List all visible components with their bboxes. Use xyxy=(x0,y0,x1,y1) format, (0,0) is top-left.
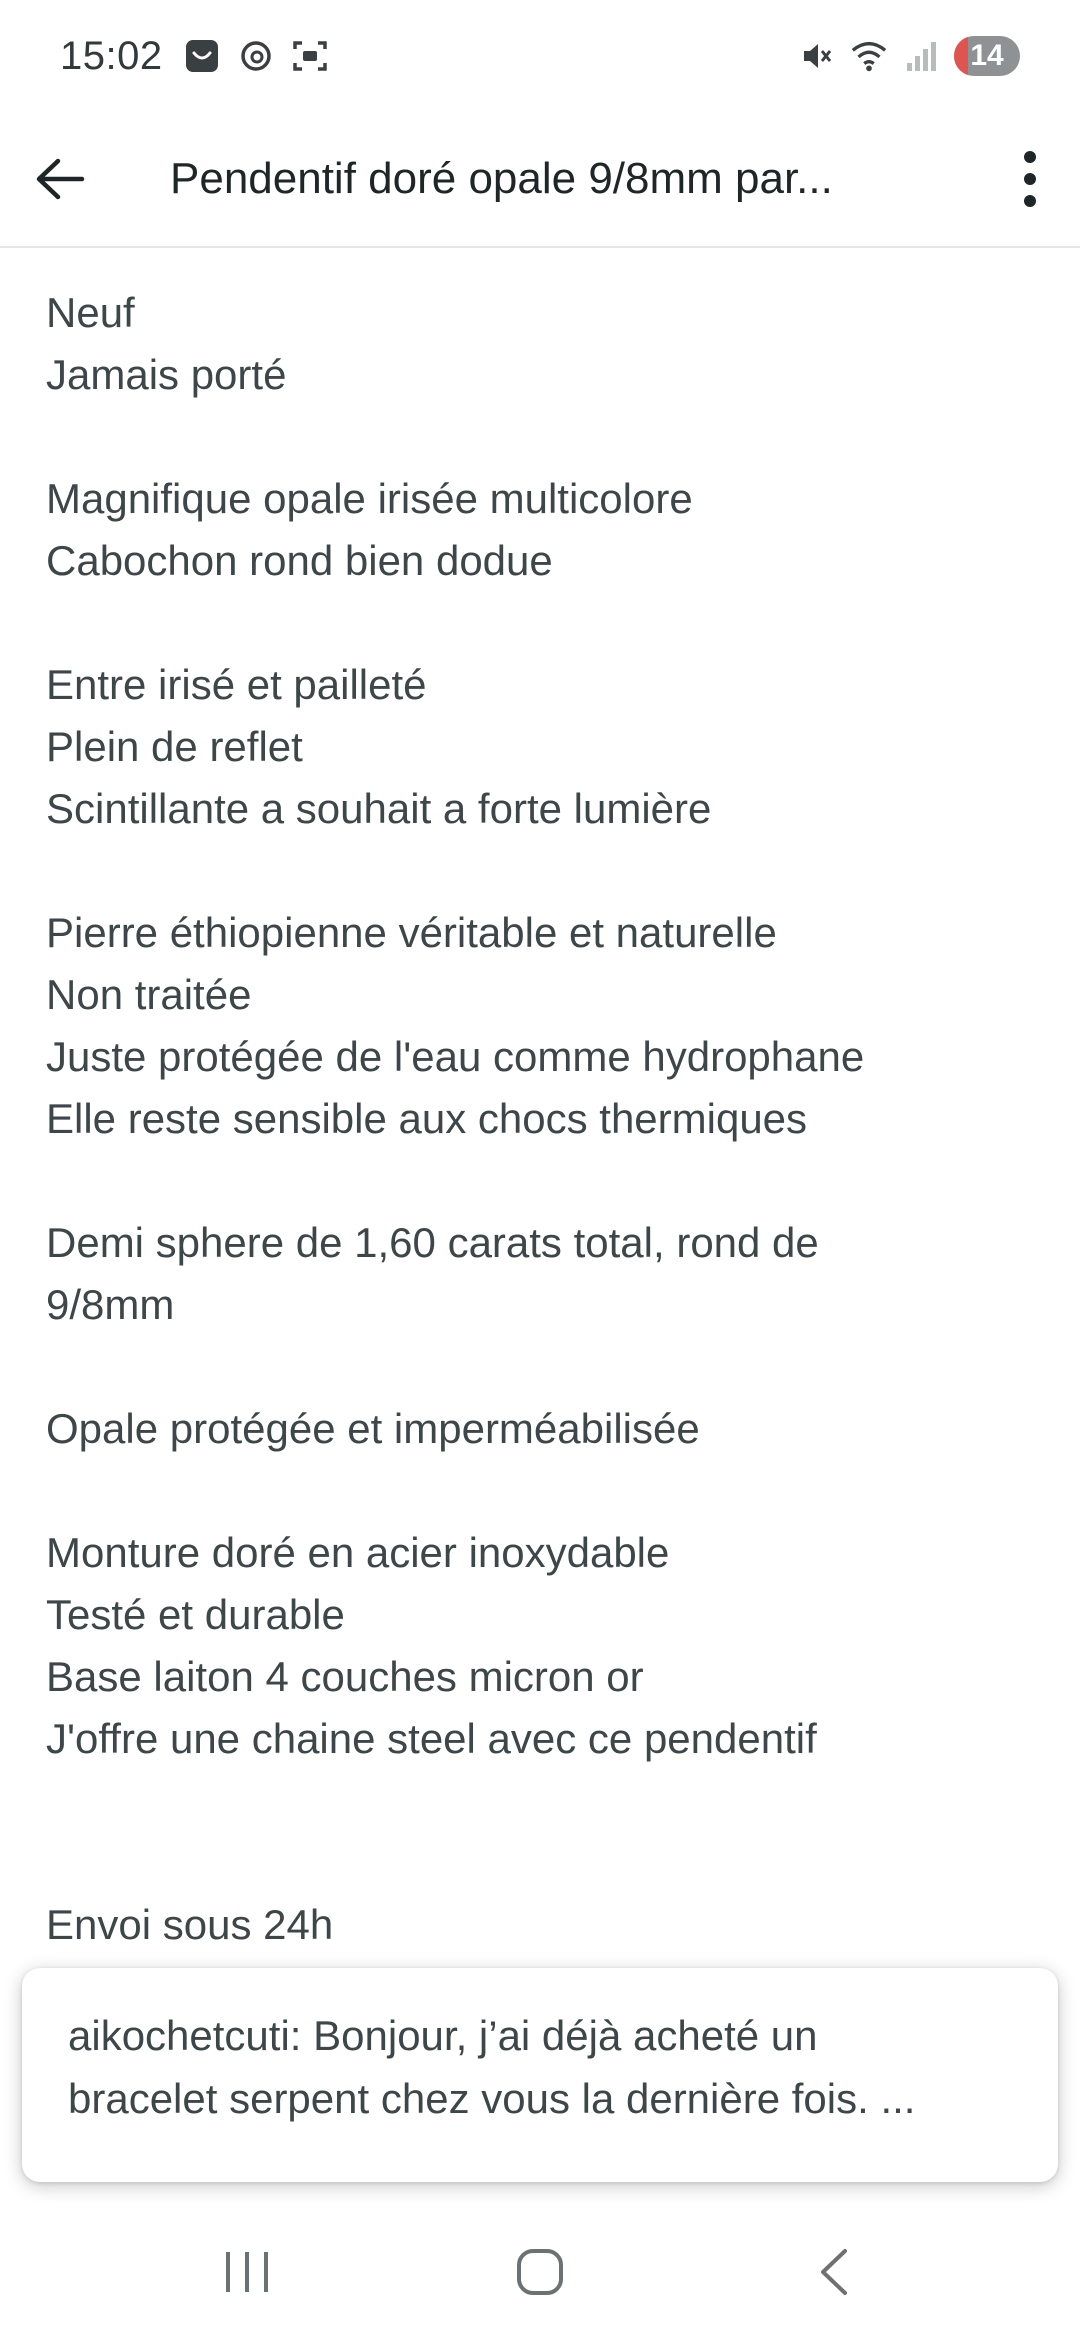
screenshot-icon xyxy=(291,37,329,75)
home-icon xyxy=(515,2247,565,2297)
item-description xyxy=(46,282,1036,1956)
description-line: Scintillante a souhait a forte lumière xyxy=(46,785,712,832)
threads-app-icon xyxy=(237,37,275,75)
recent-apps-icon xyxy=(222,2250,272,2294)
description-line: Magnifique opale irisée multicolore xyxy=(46,475,693,522)
notification-line: bracelet serpent chez vous la dernière fois. ... xyxy=(68,2075,916,2122)
description-line: Cabochon rond bien dodue xyxy=(46,537,553,584)
wifi-icon xyxy=(850,37,888,75)
description-line: Elle reste sensible aux chocs thermiques xyxy=(46,1095,808,1142)
more-options-button[interactable] xyxy=(980,111,1080,247)
description-line: Opale protégée et imperméabilisée xyxy=(46,1405,700,1452)
description-line: Testé et durable xyxy=(46,1591,345,1638)
app-bar xyxy=(0,112,1080,248)
description-line: Non traitée xyxy=(46,971,252,1018)
home-button[interactable] xyxy=(480,2222,600,2322)
description-line: Envoi sous 24h xyxy=(46,1901,334,1948)
page-title: Pendentif doré opale 9/8mm par... xyxy=(170,154,833,203)
description-line: Base laiton 4 couches micron or xyxy=(46,1653,644,1700)
description-line: J'offre une chaine steel avec ce pendentif xyxy=(46,1715,817,1762)
notification-line: aikochetcuti: Bonjour, j’ai déjà acheté un xyxy=(68,2012,818,2059)
more-vertical-icon xyxy=(1022,149,1038,209)
status-bar xyxy=(0,0,1080,112)
description-line: Plein de reflet xyxy=(46,723,303,770)
description-line: Demi sphere de 1,60 carats total, rond de xyxy=(46,1219,819,1266)
description-line: Monture doré en acier inoxydable xyxy=(46,1529,670,1576)
description-blank-line xyxy=(46,1832,1036,1894)
chevron-left-icon xyxy=(815,2247,851,2297)
description-line: 9/8mm xyxy=(46,1281,175,1328)
description-line: Jamais porté xyxy=(46,351,287,398)
battery-indicator: 14 xyxy=(954,36,1020,76)
description-blank-line xyxy=(46,592,1036,654)
description-blank-line xyxy=(46,1336,1036,1398)
messenger-app-icon xyxy=(183,37,221,75)
description-blank-line xyxy=(46,1150,1036,1212)
mute-icon xyxy=(798,37,836,75)
description-blank-line xyxy=(46,406,1036,468)
description-line: Entre irisé et pailleté xyxy=(46,661,427,708)
description-blank-line xyxy=(46,1460,1036,1522)
system-nav-bar xyxy=(0,2204,1080,2340)
back-button[interactable] xyxy=(0,111,120,247)
description-line: Pierre éthiopienne véritable et naturelle xyxy=(46,909,777,956)
arrow-left-icon xyxy=(34,157,86,201)
signal-icon xyxy=(902,37,940,75)
description-line: Juste protégée de l'eau comme hydrophane xyxy=(46,1033,865,1080)
back-nav-button[interactable] xyxy=(773,2222,893,2322)
recent-apps-button[interactable] xyxy=(187,2222,307,2322)
status-notification-icons xyxy=(183,37,329,75)
message-notification-banner[interactable] xyxy=(22,1968,1058,2182)
description-blank-line xyxy=(46,840,1036,902)
description-line: Neuf xyxy=(46,289,135,336)
status-system-icons xyxy=(798,36,1020,76)
description-blank-line xyxy=(46,1770,1036,1832)
status-time: 15:02 xyxy=(60,33,163,78)
